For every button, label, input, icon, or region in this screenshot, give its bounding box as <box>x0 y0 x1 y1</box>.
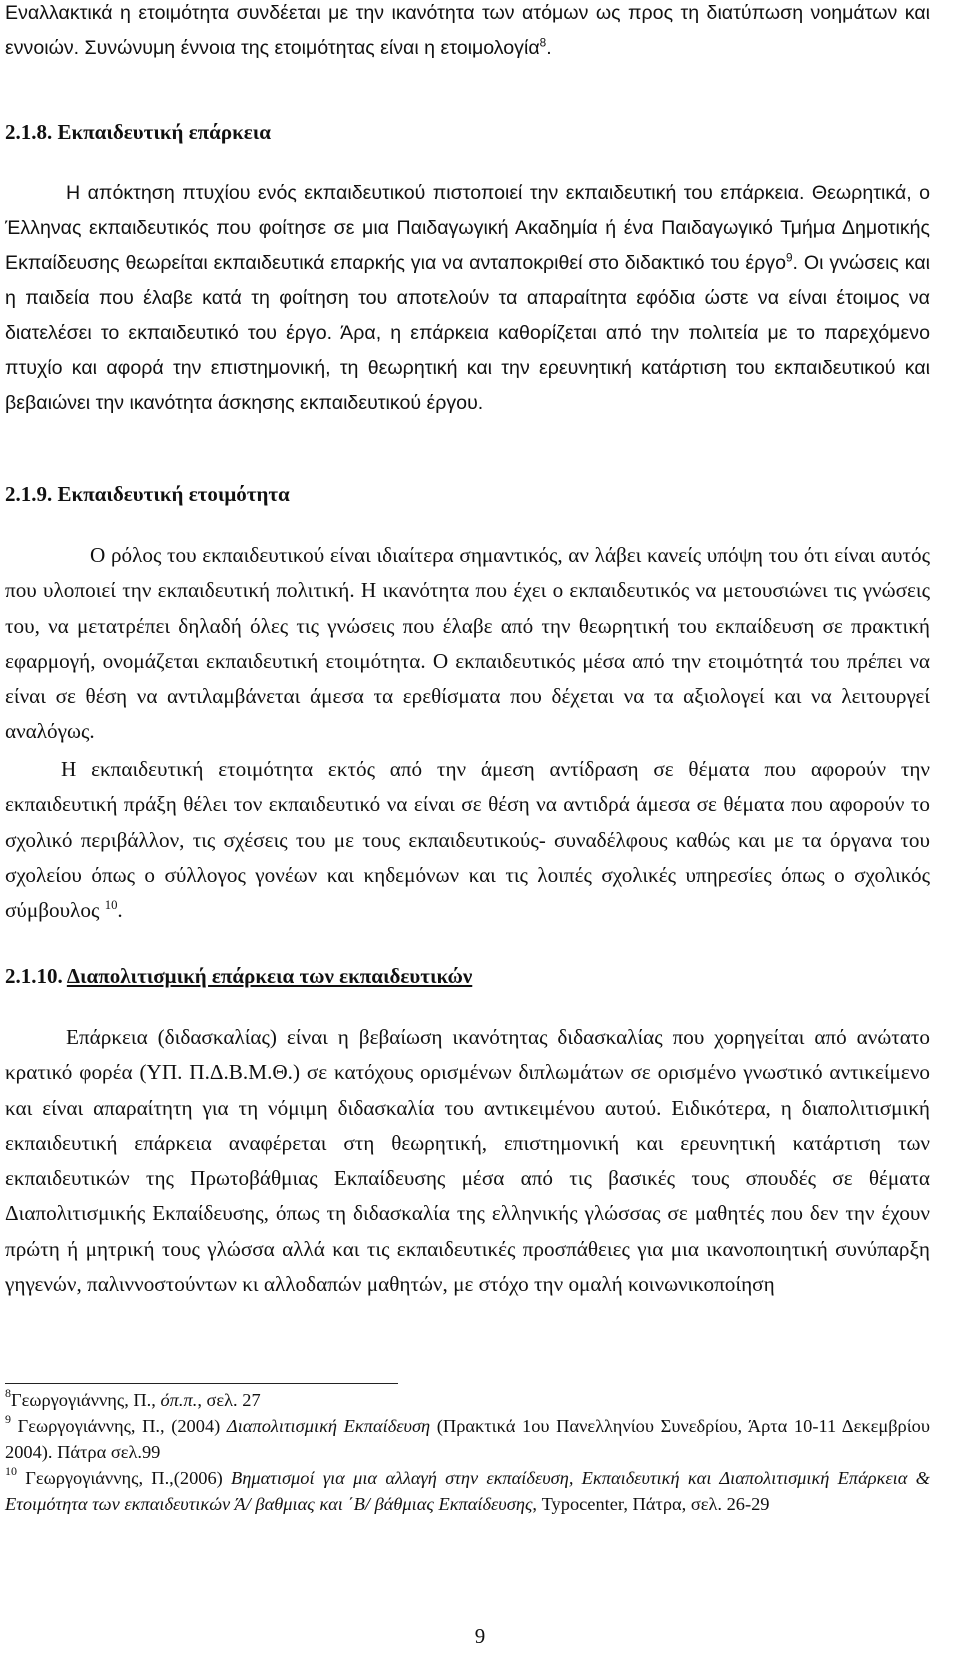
section-2-1-8-text: Η απόκτηση πτυχίου ενός εκπαιδευτικού πιστοποιεί την εκπαιδευτική του επάρκεια. Θεωρητικά, ο Έλληνας εκπαιδευτικός που φοίτησε σε μια Παιδαγωγική Ακαδημία ή ένα Παιδαγωγικό Τμήμα Δημοτικής Εκπαίδευσης θεωρείται εκπαιδευτικά επαρκής για να ανταποκριθεί στο διδακτικό του έργο <box>5 182 930 274</box>
footnote-title: Βηματισμοί για μια αλλαγή στην εκπαίδευση, Εκπαιδευτική και Διαπολιτισμική Επάρκεια & Ετοιμότητα των εκπαιδευτικών Ά/ βαθμιας και ΄Β/ βάθμιας Εκπαίδευσης <box>5 1468 930 1514</box>
footnote-text: Γεωργογιάννης, Π., <box>11 1390 161 1410</box>
footnote-text: (Πρακτικά 1ου Πανελληνίου Συνεδρίου, Άρτα 10-11 Δεκεμβρίου 2004). Πάτρα σελ.99 <box>5 1416 930 1462</box>
footnote-title: όπ.π. <box>160 1390 198 1410</box>
section-number-2-1-10: 2.1.10. <box>5 964 63 988</box>
footnote-number: 8 <box>5 1386 11 1400</box>
section-2-1-9-paragraph-2 <box>5 752 930 928</box>
section-title-2-1-10: Διαπολιτισμική επάρκεια των εκπαιδευτικών <box>66 964 473 988</box>
section-heading-2-1-9: 2.1.9. Εκπαιδευτική ετοιμότητα <box>5 482 290 506</box>
footnote-ref-9: 9 <box>786 251 793 265</box>
page-number: 9 <box>474 1624 486 1648</box>
intro-tail: . <box>546 37 552 59</box>
footnote-ref-8: 8 <box>539 36 547 50</box>
footnote-title: Διαπολιτισμική Εκπαίδευση <box>226 1416 431 1436</box>
section-2-1-8-paragraph <box>5 176 930 421</box>
section-2-1-8-text-tail: . Οι γνώσεις και η παιδεία που έλαβε κατά τη φοίτηση του αποτελούν τα απαραίτητα εφόδια ώστε να είναι έτοιμος να διατελέσει το εκπαιδευτικό του έργο. Άρα, η επάρκεια καθορίζεται από την πολιτεία με το παρεχόμενο πτυχίο και αφορά την επιστημονική, τη θεωρητική και την ερευνητική κατάρτιση του εκπαιδευτικού και βεβαιώνει την ικανότητα άσκησης εκπαιδευτικού έργου. <box>5 252 930 414</box>
section-2-1-9-paragraph-2-text: Η εκπαιδευτική ετοιμότητα εκτός από την άμεση αντίδραση σε θέματα που αφορούν την εκπαιδευτική πράξη θέλει τον εκπαιδευτικό να είναι σε θέση να αντιδρά άμεσα σε θέματα που αφορούν το σχολικό περιβάλλον, τις σχέσεις του με τους εκπαιδευτικούς- συναδέλφους καθώς και με τα όργανα του σχολείου όπως ο σύλλογος γονέων και κηδεμόνων και τις λοιπές σχολικές υπηρεσίες όπως ο σχολικός σύμβουλος <box>5 757 930 923</box>
footnote-text: Γεωργογιάννης, Π.,(2006) <box>17 1468 232 1488</box>
section-heading-2-1-10 <box>5 964 472 989</box>
footnote-8 <box>5 1387 930 1413</box>
footnote-number: 9 <box>5 1412 11 1426</box>
intro-paragraph <box>5 0 930 66</box>
section-heading-2-1-8: 2.1.8. Εκπαιδευτική επάρκεια <box>5 120 271 144</box>
footnotes <box>5 1387 930 1517</box>
footnote-number: 10 <box>5 1464 17 1478</box>
footnote-separator <box>5 1383 398 1384</box>
footnote-text: , σελ. 27 <box>197 1390 261 1410</box>
footnote-10 <box>5 1465 930 1517</box>
footnote-text: , Typocenter, Πάτρα, σελ. 26-29 <box>532 1494 770 1514</box>
section-2-1-9-paragraph-2-tail: . <box>117 898 123 923</box>
footnote-text: Γεωργογιάννης, Π., (2004) <box>11 1416 227 1436</box>
section-2-1-9-paragraph-1: Ο ρόλος του εκπαιδευτικού είναι ιδιαίτερα σημαντικός, αν λάβει κανείς υπόψη του ότι είναι αυτός που υλοποιεί την εκπαιδευτική πολιτική. Η ικανότητα που έχει ο εκπαιδευτικός να μετουσιώνει τις γνώσεις του, να μετατρέπει δηλαδή όλες τις γνώσεις που έλαβε από την θεωρητική του εκπαίδευση σε πρακτική εφαρμογή, ονομάζεται εκπαιδευτική ετοιμότητα. Ο εκπαιδευτικός μέσα από την ετοιμότητά του πρέπει να είναι σε θέση να αντιλαμβάνεται άμεσα τα ερεθίσματα που δέχεται να τα αξιολογεί και να λειτουργεί αναλόγως. <box>5 543 930 744</box>
footnote-ref-10: 10 <box>104 898 118 913</box>
footnote-9 <box>5 1413 930 1465</box>
section-2-1-10-paragraph: Επάρκεια (διδασκαλίας) είναι η βεβαίωση ικανότητας διδασκαλίας που χορηγείται από ανώτατο κρατικό φορέα (ΥΠ. Π.Δ.Β.Μ.Θ.) σε κατόχους ορισμένων διπλωμάτων σε ορισμένο γνωστικό αντικείμενο και είναι απαραίτητη για τη νόμιμη διδασκαλία του αντικειμένου αυτού. Ειδικότερα, η διαπολιτισμική εκπαιδευτική επάρκεια αναφέρεται στη θεωρητική, επιστημονική και ερευνητική κατάρτιση των εκπαιδευτικών της Πρωτοβάθμιας Εκπαίδευσης μέσα από τις βασικές τους σπουδές σε θέματα Διαπολιτισμικής Εκπαίδευσης, όπως τη διδασκαλία της ελληνικής γλώσσας σε μαθητές που δεν την έχουν πρώτη ή μητρική τους γλώσσα αλλά και τις εκπαιδευτικές προσπάθειες για μια ικανοποιητική συνύπαρξη γηγενών, παλιννοστούντων κι αλλοδαπών μαθητών, με στόχο την ομαλή κοινωνικοποίηση <box>5 1025 930 1297</box>
intro-text: Εναλλακτικά η ετοιμότητα συνδέεται με την ικανότητα των ατόμων ως προς τη διατύπωση νοημάτων και εννοιών. Συνώνυμη έννοια της ετοιμότητας είναι η ετοιμολογία <box>5 2 930 59</box>
